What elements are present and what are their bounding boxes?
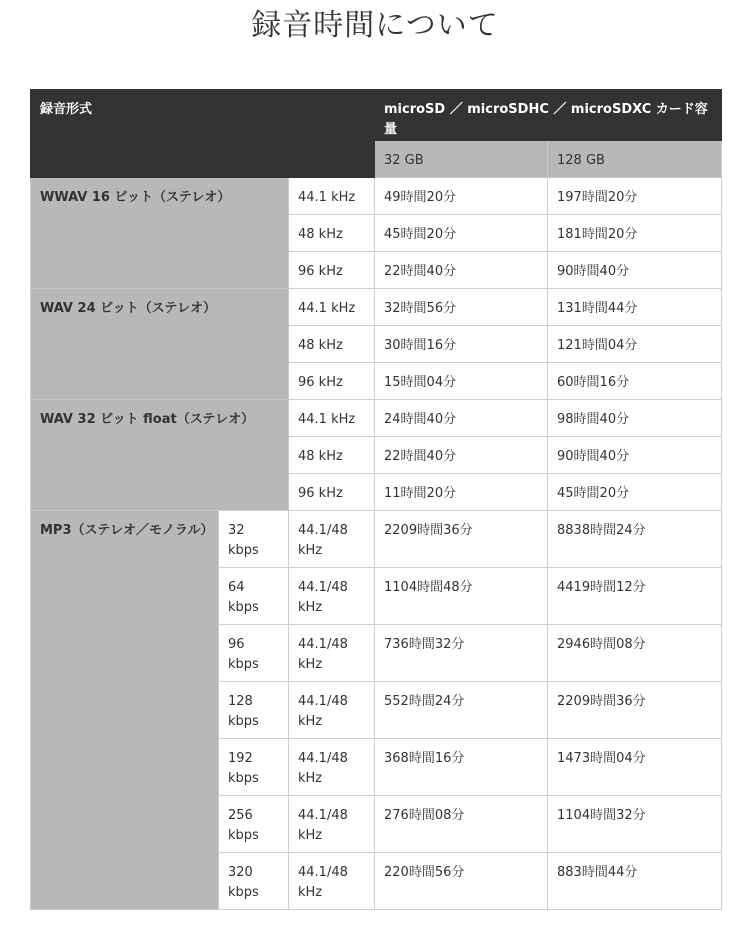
time-32gb-cell: 22時間40分: [375, 252, 548, 289]
bitrate-cell: 256 kbps: [219, 796, 289, 853]
time-128gb-cell: 98時間40分: [548, 400, 722, 437]
time-128gb-cell: 45時間20分: [548, 474, 722, 511]
time-32gb-cell: 736時間32分: [375, 625, 548, 682]
time-32gb-cell: 30時間16分: [375, 326, 548, 363]
sample-rate-cell: 48 kHz: [289, 437, 375, 474]
time-32gb-cell: 276時間08分: [375, 796, 548, 853]
time-32gb-cell: 220時間56分: [375, 853, 548, 910]
table-row: [31, 400, 722, 437]
time-128gb-cell: 60時間16分: [548, 363, 722, 400]
time-128gb-cell: 131時間44分: [548, 289, 722, 326]
time-128gb-cell: 90時間40分: [548, 437, 722, 474]
format-cell: WAV 24 ビット（ステレオ）: [31, 289, 289, 400]
time-32gb-cell: 22時間40分: [375, 437, 548, 474]
time-128gb-cell: 2946時間08分: [548, 625, 722, 682]
time-128gb-cell: 1104時間32分: [548, 796, 722, 853]
sample-rate-cell: 48 kHz: [289, 215, 375, 252]
bitrate-cell: 64 kbps: [219, 568, 289, 625]
sample-rate-cell: 44.1/48 kHz: [289, 739, 375, 796]
sample-rate-cell: 44.1 kHz: [289, 289, 375, 326]
bitrate-cell: 128 kbps: [219, 682, 289, 739]
time-32gb-cell: 552時間24分: [375, 682, 548, 739]
time-128gb-cell: 181時間20分: [548, 215, 722, 252]
capacity-header: microSD ／ microSDHC ／ microSDXC カード容量: [375, 90, 722, 141]
format-cell: WWAV 16 ビット（ステレオ）: [31, 178, 289, 289]
time-128gb-cell: 1473時間04分: [548, 739, 722, 796]
table-row: [31, 178, 722, 215]
time-128gb-cell: 197時間20分: [548, 178, 722, 215]
capacity-32gb-header: 32 GB: [375, 141, 548, 178]
sample-rate-cell: 96 kHz: [289, 252, 375, 289]
page-title: 録音時間について: [251, 8, 499, 43]
table-row: [31, 511, 722, 568]
time-32gb-cell: 32時間56分: [375, 289, 548, 326]
bitrate-cell: 32 kbps: [219, 511, 289, 568]
format-cell: MP3（ステレオ／モノラル）: [31, 511, 219, 910]
sample-rate-cell: 44.1/48 kHz: [289, 796, 375, 853]
sample-rate-cell: 44.1/48 kHz: [289, 568, 375, 625]
time-128gb-cell: 2209時間36分: [548, 682, 722, 739]
sample-rate-cell: 96 kHz: [289, 474, 375, 511]
time-32gb-cell: 2209時間36分: [375, 511, 548, 568]
capacity-128gb-header: 128 GB: [548, 141, 722, 178]
recording-time-table: [30, 89, 722, 910]
table-row: [31, 289, 722, 326]
bitrate-cell: 320 kbps: [219, 853, 289, 910]
time-128gb-cell: 4419時間12分: [548, 568, 722, 625]
sample-rate-cell: 44.1/48 kHz: [289, 511, 375, 568]
recording-time-table-container: [30, 89, 722, 910]
time-32gb-cell: 1104時間48分: [375, 568, 548, 625]
sample-rate-cell: 48 kHz: [289, 326, 375, 363]
format-header: 録音形式: [31, 90, 375, 178]
format-cell: WAV 32 ビット float（ステレオ）: [31, 400, 289, 511]
sample-rate-cell: 44.1/48 kHz: [289, 625, 375, 682]
bitrate-cell: 96 kbps: [219, 625, 289, 682]
time-32gb-cell: 45時間20分: [375, 215, 548, 252]
header-row-1: [31, 90, 722, 141]
time-32gb-cell: 368時間16分: [375, 739, 548, 796]
sample-rate-cell: 96 kHz: [289, 363, 375, 400]
time-128gb-cell: 8838時間24分: [548, 511, 722, 568]
time-32gb-cell: 15時間04分: [375, 363, 548, 400]
time-32gb-cell: 49時間20分: [375, 178, 548, 215]
time-128gb-cell: 883時間44分: [548, 853, 722, 910]
time-128gb-cell: 90時間40分: [548, 252, 722, 289]
sample-rate-cell: 44.1/48 kHz: [289, 682, 375, 739]
sample-rate-cell: 44.1/48 kHz: [289, 853, 375, 910]
time-32gb-cell: 11時間20分: [375, 474, 548, 511]
bitrate-cell: 192 kbps: [219, 739, 289, 796]
time-32gb-cell: 24時間40分: [375, 400, 548, 437]
sample-rate-cell: 44.1 kHz: [289, 400, 375, 437]
sample-rate-cell: 44.1 kHz: [289, 178, 375, 215]
time-128gb-cell: 121時間04分: [548, 326, 722, 363]
